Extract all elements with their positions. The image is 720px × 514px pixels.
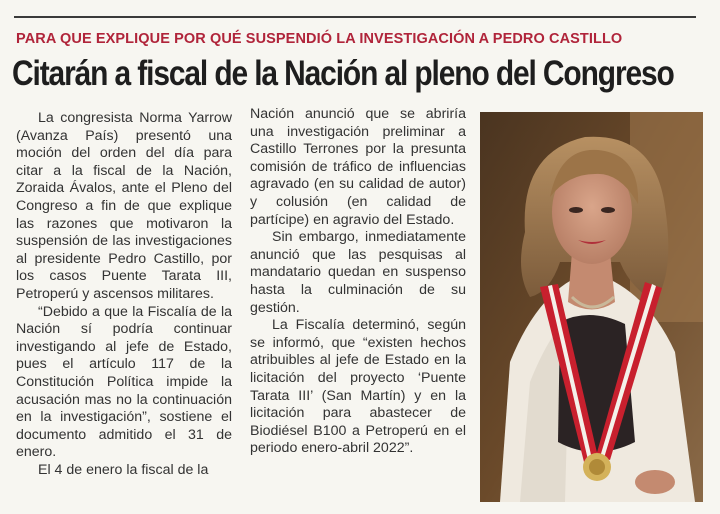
top-rule [14, 16, 696, 18]
paragraph: La Fiscalía determinó, según se informó, que “existen hechos atribuibles al jefe de Estado en la licitación del proyecto ‘Puente Tarata III’ (San Martín) y en la licitación para abastecer de Biodiésel B100 a Petroperú en el periodo enero-abril 2022”. [250, 317, 466, 457]
kicker: PARA QUE EXPLIQUE POR QUÉ SUSPENDIÓ LA INVESTIGACIÓN A PEDRO CASTILLO [16, 31, 623, 47]
paragraph: Nación anunció que se abriría una investigación preliminar a Castillo Terrones por la presunta comisión de tráfico de influencias agravado (en su calidad de autor) y colusión (en calidad de partícipe) en agravio del Estado. [250, 106, 466, 228]
article-column-2 [250, 106, 466, 458]
paragraph: Sin embargo, inmediatamente anunció que las pesquisas al mandatario quedan en suspenso hasta la culminación de su gestión. [250, 229, 466, 316]
portrait-photo [480, 112, 703, 502]
paragraph: El 4 de enero la fiscal de la [38, 461, 209, 478]
headline: Citarán a fiscal de la Nación al pleno del Congreso [12, 54, 674, 93]
portrait-illustration [480, 112, 703, 502]
paragraph: “Debido a que la Fiscalía de la Nación sí podría continuar investigando al jefe de Estado, pues el artículo 117 de la Constitución Política impide la acusación mas no la continuación en la investigación”, sostiene el documento admitido el 31 de enero. [16, 303, 232, 461]
paragraph: La congresista Norma Yarrow (Avanza País) presentó una moción del orden del día para citar a la fiscal de la Nación, Zoraida Ávalos, ante el Pleno del Congreso a fin de que explique las razones que motivaron la suspensión de las investigaciones al presidente Pedro Castillo, por los casos Puente Tarata III, Petroperú y ascensos militares. [16, 110, 232, 302]
article-column-1 [16, 110, 232, 479]
